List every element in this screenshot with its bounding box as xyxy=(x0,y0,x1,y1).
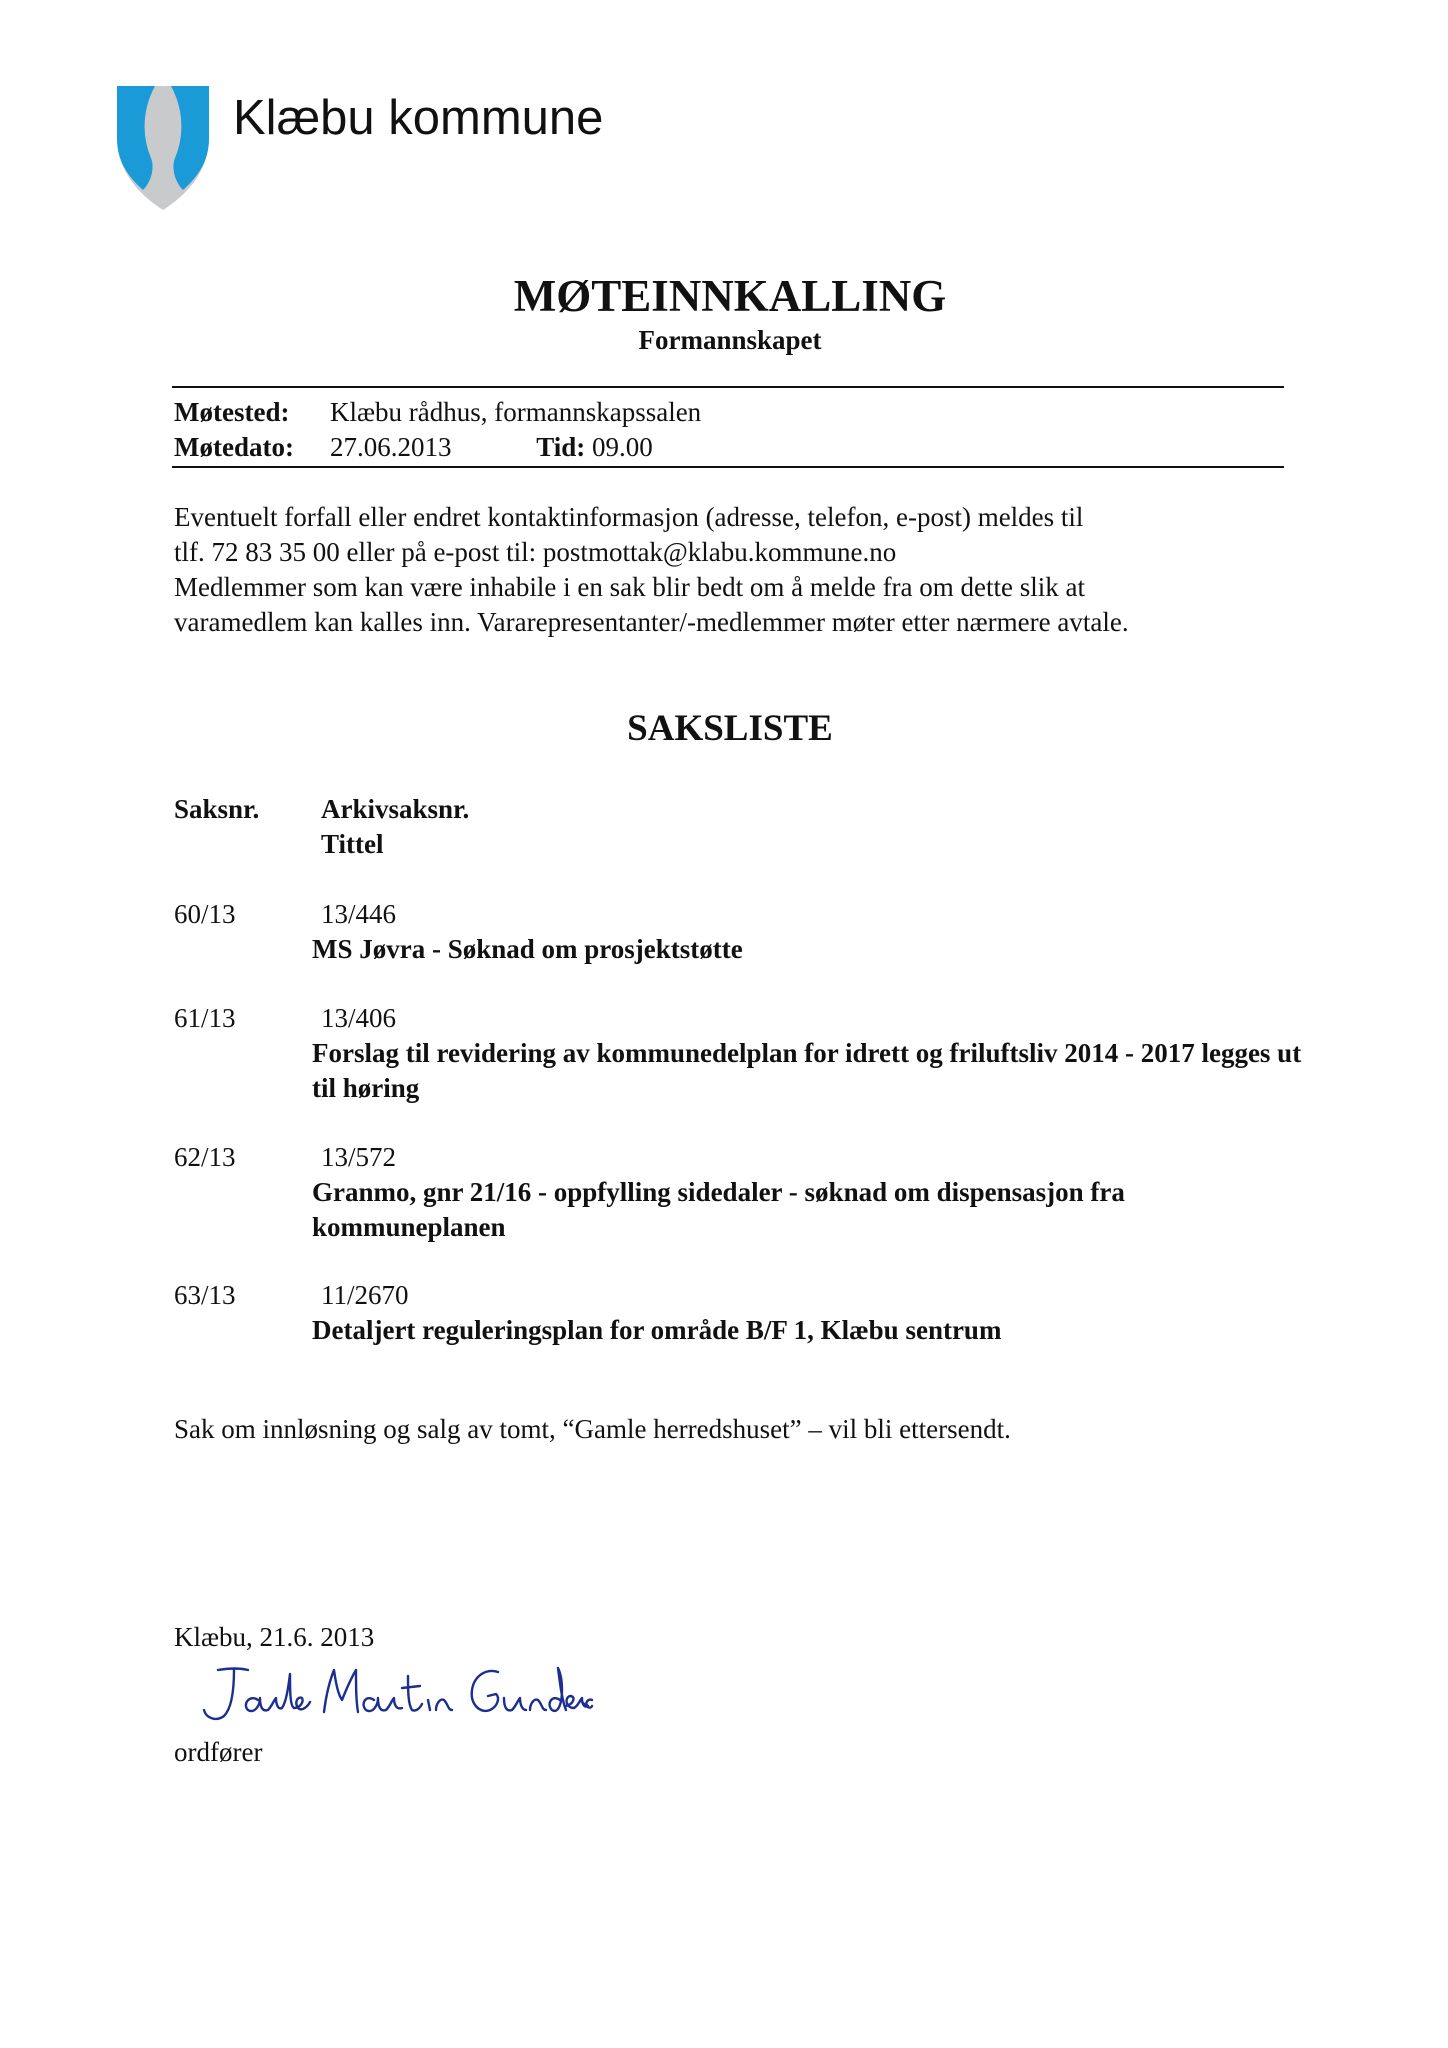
document-subtitle: Formannskapet xyxy=(638,325,822,355)
case-title: Forslag til revidering av kommunedelplan for idrett og friluftsliv 2014 - 2017 legges ut til høring xyxy=(312,1038,1302,1103)
intro-line: tlf. 72 83 35 00 eller på e-post til: postmottak@klabu.kommune.no xyxy=(174,537,897,567)
case-number: 63/13 xyxy=(174,1280,236,1310)
signatory-role: ordfører xyxy=(174,1737,263,1767)
case-title: Detaljert reguleringsplan for område B/F 1, Klæbu sentrum xyxy=(312,1315,1002,1345)
date-label: Møtedato: xyxy=(174,432,294,462)
bottom-divider xyxy=(172,466,1284,468)
case-no-header: Saksnr. xyxy=(174,794,260,824)
intro-text xyxy=(174,500,1294,640)
time-value: 09.00 xyxy=(592,432,653,462)
case-number: 62/13 xyxy=(174,1142,236,1172)
case-title: Granmo, gnr 21/16 - oppfylling sidedaler - søknad om dispensasjon fra kommuneplanen xyxy=(312,1177,1125,1242)
agenda-title: SAKSLISTE xyxy=(627,708,833,749)
location-value: Klæbu rådhus, formannskapssalen xyxy=(330,397,702,427)
title-header: Tittel xyxy=(321,829,384,859)
archive-no-header: Arkivsaksnr. xyxy=(321,794,470,824)
case-number: 60/13 xyxy=(174,899,236,929)
handwritten-signature xyxy=(196,1660,596,1732)
case-number: 61/13 xyxy=(174,1003,236,1033)
top-divider xyxy=(172,386,1284,388)
meeting-date-row xyxy=(174,430,653,464)
archive-number: 11/2670 xyxy=(321,1280,409,1310)
intro-line: varamedlem kan kalles inn. Vararepresentanter/-medlemmer møter etter nærmere avtale. xyxy=(174,607,1129,637)
organization-name: Klæbu kommune xyxy=(233,91,604,145)
followup-note: Sak om innløsning og salg av tomt, “Gamle herredshuset” – vil bli ettersendt. xyxy=(174,1414,1011,1444)
place-and-date: Klæbu, 21.6. 2013 xyxy=(174,1622,375,1652)
meeting-location-row xyxy=(174,395,701,429)
intro-line: Eventuelt forfall eller endret kontaktinformasjon (adresse, telefon, e-post) meldes til xyxy=(174,502,1084,532)
archive-number: 13/446 xyxy=(321,899,397,929)
case-title: MS Jøvra - Søknad om prosjektstøtte xyxy=(312,934,743,964)
archive-number: 13/406 xyxy=(321,1003,397,1033)
document-title: MØTEINNKALLING xyxy=(513,271,947,321)
intro-line: Medlemmer som kan være inhabile i en sak blir bedt om å melde fra om dette slik at xyxy=(174,572,1085,602)
coat-of-arms-logo xyxy=(111,86,215,212)
time-label: Tid: xyxy=(536,432,586,462)
location-label: Møtested: xyxy=(174,397,290,427)
archive-number: 13/572 xyxy=(321,1142,397,1172)
date-value: 27.06.2013 xyxy=(330,432,452,462)
